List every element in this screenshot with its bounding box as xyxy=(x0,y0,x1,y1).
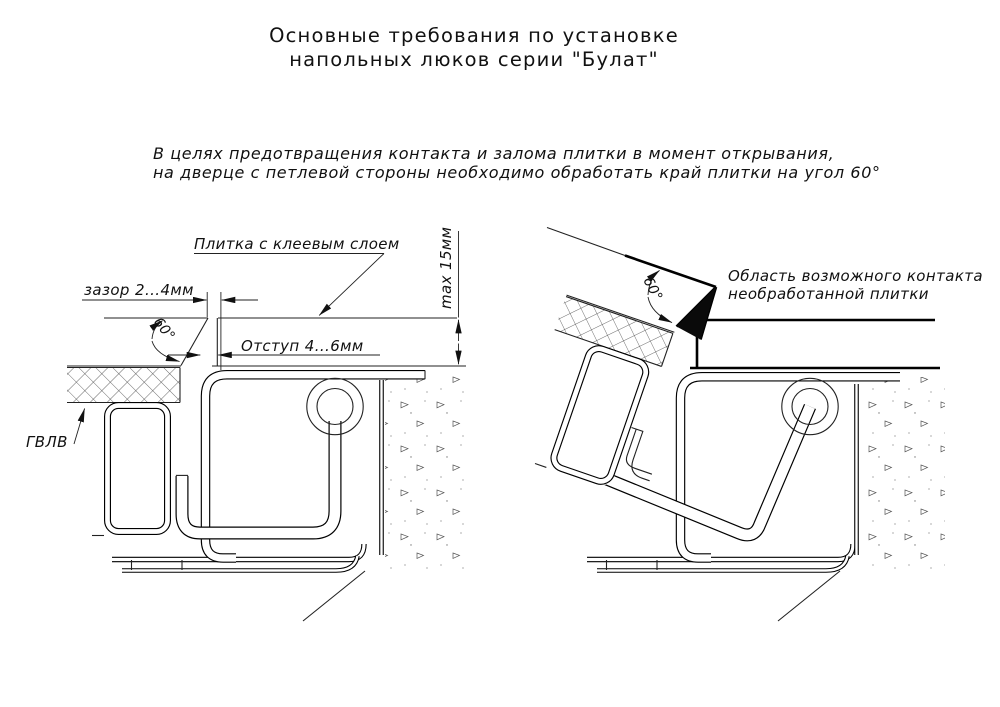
dim-max-height xyxy=(437,227,459,365)
frame-bottom-rail xyxy=(112,544,364,560)
title-block xyxy=(269,24,679,71)
break-line xyxy=(778,571,840,621)
callout-tile-label: Плитка с клеевым слоем xyxy=(194,235,400,253)
door-tile-bevel xyxy=(181,318,208,366)
door-tile-top-bold xyxy=(625,256,716,288)
break-line xyxy=(303,571,365,621)
note-line2: на дверце с петлевой стороны необходимо обработать край плитки на угол 60° xyxy=(153,163,881,182)
door-pan-edge xyxy=(535,464,546,468)
dim-offset-label: Отступ 4...6мм xyxy=(241,337,364,355)
contact-wedge xyxy=(677,287,717,340)
door-assembly-open xyxy=(511,295,698,501)
contact-area-fill xyxy=(677,287,717,340)
gvl-hatch-fill xyxy=(67,368,180,403)
floor-tile-fixed xyxy=(690,320,940,368)
callout-gvl xyxy=(26,409,85,452)
dim-max-height-label: max 15мм xyxy=(437,226,455,309)
page-title-line2: напольных люков серии "Булат" xyxy=(289,48,659,71)
floor-tile-fixed xyxy=(207,292,466,370)
dim-angle-60 xyxy=(150,315,180,362)
contact-label-line1: Область возможного контакта xyxy=(728,267,984,285)
concrete-texture xyxy=(385,373,467,571)
note-line1: В целях предотвращения контакта и залома плитки в момент открывания, xyxy=(153,144,835,163)
door-tube-profile xyxy=(108,406,168,532)
callout-gvl-label: ГВЛВ xyxy=(26,433,68,451)
frame-bottom-rail xyxy=(587,544,853,560)
door-tile-top-thin xyxy=(547,228,625,256)
hinge-pin-circle xyxy=(317,389,353,425)
page-title-line1: Основные требования по установке xyxy=(269,24,679,47)
concrete-texture xyxy=(861,377,945,571)
dim-gap-label: зазор 2...4мм xyxy=(84,281,194,299)
dim-angle-60 xyxy=(639,270,672,322)
dim-offset xyxy=(168,337,380,355)
right-diagram xyxy=(511,228,983,622)
callout-tile xyxy=(194,235,400,315)
dim-gap xyxy=(82,281,258,300)
left-diagram xyxy=(26,227,467,621)
note-block xyxy=(153,144,881,182)
contact-label-line2: необработанной плитки xyxy=(728,285,929,303)
dim-angle-label: 60° xyxy=(149,314,178,345)
label-contact-area xyxy=(728,267,983,303)
dim-angle-label: 60° xyxy=(639,274,666,304)
